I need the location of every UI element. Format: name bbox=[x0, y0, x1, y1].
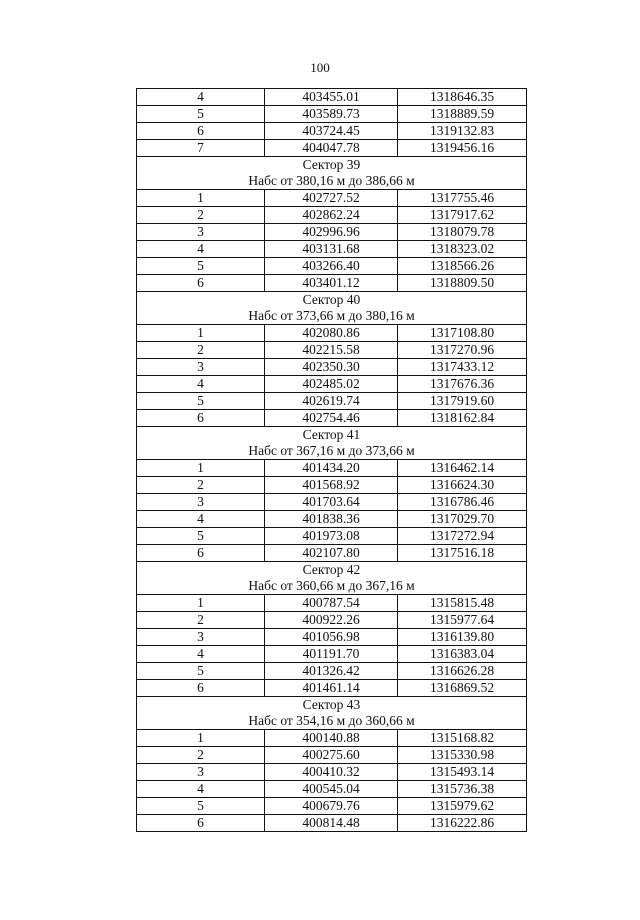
y-coordinate-cell: 1316624.30 bbox=[398, 477, 527, 494]
y-coordinate-cell: 1315330.98 bbox=[398, 747, 527, 764]
x-coordinate-cell: 402862.24 bbox=[265, 207, 398, 224]
point-number-cell: 3 bbox=[137, 629, 265, 646]
y-coordinate-cell: 1315493.14 bbox=[398, 764, 527, 781]
y-coordinate-cell: 1315979.62 bbox=[398, 798, 527, 815]
table-row bbox=[137, 190, 527, 207]
point-number-cell: 6 bbox=[137, 275, 265, 292]
x-coordinate-cell: 403455.01 bbox=[265, 89, 398, 106]
y-coordinate-cell: 1317433.12 bbox=[398, 359, 527, 376]
y-coordinate-cell: 1318809.50 bbox=[398, 275, 527, 292]
y-coordinate-cell: 1317919.60 bbox=[398, 393, 527, 410]
x-coordinate-cell: 400410.32 bbox=[265, 764, 398, 781]
point-number-cell: 2 bbox=[137, 342, 265, 359]
y-coordinate-cell: 1316462.14 bbox=[398, 460, 527, 477]
table-row bbox=[137, 663, 527, 680]
table-row bbox=[137, 241, 527, 258]
table-row bbox=[137, 207, 527, 224]
table-row bbox=[137, 224, 527, 241]
point-number-cell: 5 bbox=[137, 393, 265, 410]
x-coordinate-cell: 401568.92 bbox=[265, 477, 398, 494]
x-coordinate-cell: 402619.74 bbox=[265, 393, 398, 410]
x-coordinate-cell: 401838.36 bbox=[265, 511, 398, 528]
y-coordinate-cell: 1317516.18 bbox=[398, 545, 527, 562]
point-number-cell: 1 bbox=[137, 595, 265, 612]
sector-range bbox=[137, 443, 527, 460]
point-number-cell: 4 bbox=[137, 376, 265, 393]
table-row bbox=[137, 494, 527, 511]
table-row bbox=[137, 798, 527, 815]
table-row bbox=[137, 393, 527, 410]
y-coordinate-cell: 1317029.70 bbox=[398, 511, 527, 528]
x-coordinate-cell: 401191.70 bbox=[265, 646, 398, 663]
sector-title bbox=[137, 562, 527, 579]
x-coordinate-cell: 400140.88 bbox=[265, 730, 398, 747]
y-coordinate-cell: 1319132.83 bbox=[398, 123, 527, 140]
point-number-cell: 3 bbox=[137, 494, 265, 511]
point-number-cell: 5 bbox=[137, 528, 265, 545]
sector-title-cell: Сектор 40 bbox=[137, 292, 527, 309]
table-row bbox=[137, 545, 527, 562]
point-number-cell: 6 bbox=[137, 123, 265, 140]
y-coordinate-cell: 1317272.94 bbox=[398, 528, 527, 545]
table-row bbox=[137, 612, 527, 629]
x-coordinate-cell: 401434.20 bbox=[265, 460, 398, 477]
point-number-cell: 4 bbox=[137, 646, 265, 663]
y-coordinate-cell: 1318646.35 bbox=[398, 89, 527, 106]
x-coordinate-cell: 402996.96 bbox=[265, 224, 398, 241]
sector-title bbox=[137, 157, 527, 174]
x-coordinate-cell: 400814.48 bbox=[265, 815, 398, 832]
y-coordinate-cell: 1316222.86 bbox=[398, 815, 527, 832]
point-number-cell: 4 bbox=[137, 241, 265, 258]
x-coordinate-cell: 402727.52 bbox=[265, 190, 398, 207]
y-coordinate-cell: 1318566.26 bbox=[398, 258, 527, 275]
x-coordinate-cell: 401703.64 bbox=[265, 494, 398, 511]
table-row bbox=[137, 595, 527, 612]
point-number-cell: 5 bbox=[137, 798, 265, 815]
table-row bbox=[137, 815, 527, 832]
table-row bbox=[137, 747, 527, 764]
table-row bbox=[137, 680, 527, 697]
x-coordinate-cell: 403724.45 bbox=[265, 123, 398, 140]
point-number-cell: 1 bbox=[137, 460, 265, 477]
point-number-cell: 2 bbox=[137, 612, 265, 629]
x-coordinate-cell: 402754.46 bbox=[265, 410, 398, 427]
y-coordinate-cell: 1316383.04 bbox=[398, 646, 527, 663]
x-coordinate-cell: 403131.68 bbox=[265, 241, 398, 258]
x-coordinate-cell: 402107.80 bbox=[265, 545, 398, 562]
sector-range bbox=[137, 578, 527, 595]
y-coordinate-cell: 1317676.36 bbox=[398, 376, 527, 393]
table-row bbox=[137, 376, 527, 393]
table-row bbox=[137, 89, 527, 106]
sector-title-cell: Сектор 39 bbox=[137, 157, 527, 174]
sector-range bbox=[137, 308, 527, 325]
x-coordinate-cell: 402485.02 bbox=[265, 376, 398, 393]
x-coordinate-cell: 403589.73 bbox=[265, 106, 398, 123]
x-coordinate-cell: 400922.26 bbox=[265, 612, 398, 629]
sector-title-cell: Сектор 43 bbox=[137, 697, 527, 714]
point-number-cell: 3 bbox=[137, 224, 265, 241]
table-row bbox=[137, 629, 527, 646]
table-row bbox=[137, 140, 527, 157]
y-coordinate-cell: 1317108.80 bbox=[398, 325, 527, 342]
point-number-cell: 4 bbox=[137, 89, 265, 106]
y-coordinate-cell: 1315977.64 bbox=[398, 612, 527, 629]
y-coordinate-cell: 1319456.16 bbox=[398, 140, 527, 157]
point-number-cell: 1 bbox=[137, 325, 265, 342]
point-number-cell: 2 bbox=[137, 207, 265, 224]
x-coordinate-cell: 403401.12 bbox=[265, 275, 398, 292]
table-row bbox=[137, 325, 527, 342]
page-number: 100 bbox=[310, 60, 330, 75]
point-number-cell: 6 bbox=[137, 545, 265, 562]
x-coordinate-cell: 404047.78 bbox=[265, 140, 398, 157]
x-coordinate-cell: 401461.14 bbox=[265, 680, 398, 697]
coordinates-table-body bbox=[137, 89, 527, 832]
table-row bbox=[137, 275, 527, 292]
table-row bbox=[137, 477, 527, 494]
y-coordinate-cell: 1317917.62 bbox=[398, 207, 527, 224]
table-row bbox=[137, 511, 527, 528]
sector-range-cell: Набс от 380,16 м до 386,66 м bbox=[137, 173, 527, 190]
x-coordinate-cell: 401326.42 bbox=[265, 663, 398, 680]
point-number-cell: 2 bbox=[137, 477, 265, 494]
y-coordinate-cell: 1315815.48 bbox=[398, 595, 527, 612]
x-coordinate-cell: 400787.54 bbox=[265, 595, 398, 612]
y-coordinate-cell: 1316786.46 bbox=[398, 494, 527, 511]
x-coordinate-cell: 400545.04 bbox=[265, 781, 398, 798]
x-coordinate-cell: 403266.40 bbox=[265, 258, 398, 275]
point-number-cell: 7 bbox=[137, 140, 265, 157]
coordinates-table bbox=[136, 88, 527, 832]
point-number-cell: 1 bbox=[137, 190, 265, 207]
table-row bbox=[137, 410, 527, 427]
x-coordinate-cell: 400679.76 bbox=[265, 798, 398, 815]
y-coordinate-cell: 1318323.02 bbox=[398, 241, 527, 258]
y-coordinate-cell: 1315736.38 bbox=[398, 781, 527, 798]
point-number-cell: 1 bbox=[137, 730, 265, 747]
table-row bbox=[137, 342, 527, 359]
point-number-cell: 6 bbox=[137, 410, 265, 427]
point-number-cell: 6 bbox=[137, 680, 265, 697]
sector-title bbox=[137, 292, 527, 309]
y-coordinate-cell: 1316626.28 bbox=[398, 663, 527, 680]
point-number-cell: 5 bbox=[137, 106, 265, 123]
sector-range bbox=[137, 713, 527, 730]
y-coordinate-cell: 1315168.82 bbox=[398, 730, 527, 747]
point-number-cell: 4 bbox=[137, 781, 265, 798]
table-row bbox=[137, 730, 527, 747]
point-number-cell: 5 bbox=[137, 663, 265, 680]
y-coordinate-cell: 1317755.46 bbox=[398, 190, 527, 207]
x-coordinate-cell: 402350.30 bbox=[265, 359, 398, 376]
y-coordinate-cell: 1316139.80 bbox=[398, 629, 527, 646]
point-number-cell: 3 bbox=[137, 359, 265, 376]
sector-range-cell: Набс от 373,66 м до 380,16 м bbox=[137, 308, 527, 325]
point-number-cell: 2 bbox=[137, 747, 265, 764]
point-number-cell: 6 bbox=[137, 815, 265, 832]
table-row bbox=[137, 781, 527, 798]
sector-range-cell: Набс от 354,16 м до 360,66 м bbox=[137, 713, 527, 730]
y-coordinate-cell: 1316869.52 bbox=[398, 680, 527, 697]
table-row bbox=[137, 123, 527, 140]
y-coordinate-cell: 1317270.96 bbox=[398, 342, 527, 359]
sector-range-cell: Набс от 360,66 м до 367,16 м bbox=[137, 578, 527, 595]
table-row bbox=[137, 764, 527, 781]
x-coordinate-cell: 402215.58 bbox=[265, 342, 398, 359]
point-number-cell: 5 bbox=[137, 258, 265, 275]
table-row bbox=[137, 528, 527, 545]
y-coordinate-cell: 1318079.78 bbox=[398, 224, 527, 241]
table-row bbox=[137, 646, 527, 663]
sector-title bbox=[137, 427, 527, 444]
x-coordinate-cell: 400275.60 bbox=[265, 747, 398, 764]
point-number-cell: 4 bbox=[137, 511, 265, 528]
y-coordinate-cell: 1318889.59 bbox=[398, 106, 527, 123]
x-coordinate-cell: 401056.98 bbox=[265, 629, 398, 646]
table-row bbox=[137, 359, 527, 376]
table-row bbox=[137, 258, 527, 275]
table-row bbox=[137, 106, 527, 123]
sector-title bbox=[137, 697, 527, 714]
point-number-cell: 3 bbox=[137, 764, 265, 781]
table-row bbox=[137, 460, 527, 477]
sector-range-cell: Набс от 367,16 м до 373,66 м bbox=[137, 443, 527, 460]
x-coordinate-cell: 401973.08 bbox=[265, 528, 398, 545]
y-coordinate-cell: 1318162.84 bbox=[398, 410, 527, 427]
sector-title-cell: Сектор 42 bbox=[137, 562, 527, 579]
sector-range bbox=[137, 173, 527, 190]
x-coordinate-cell: 402080.86 bbox=[265, 325, 398, 342]
sector-title-cell: Сектор 41 bbox=[137, 427, 527, 444]
